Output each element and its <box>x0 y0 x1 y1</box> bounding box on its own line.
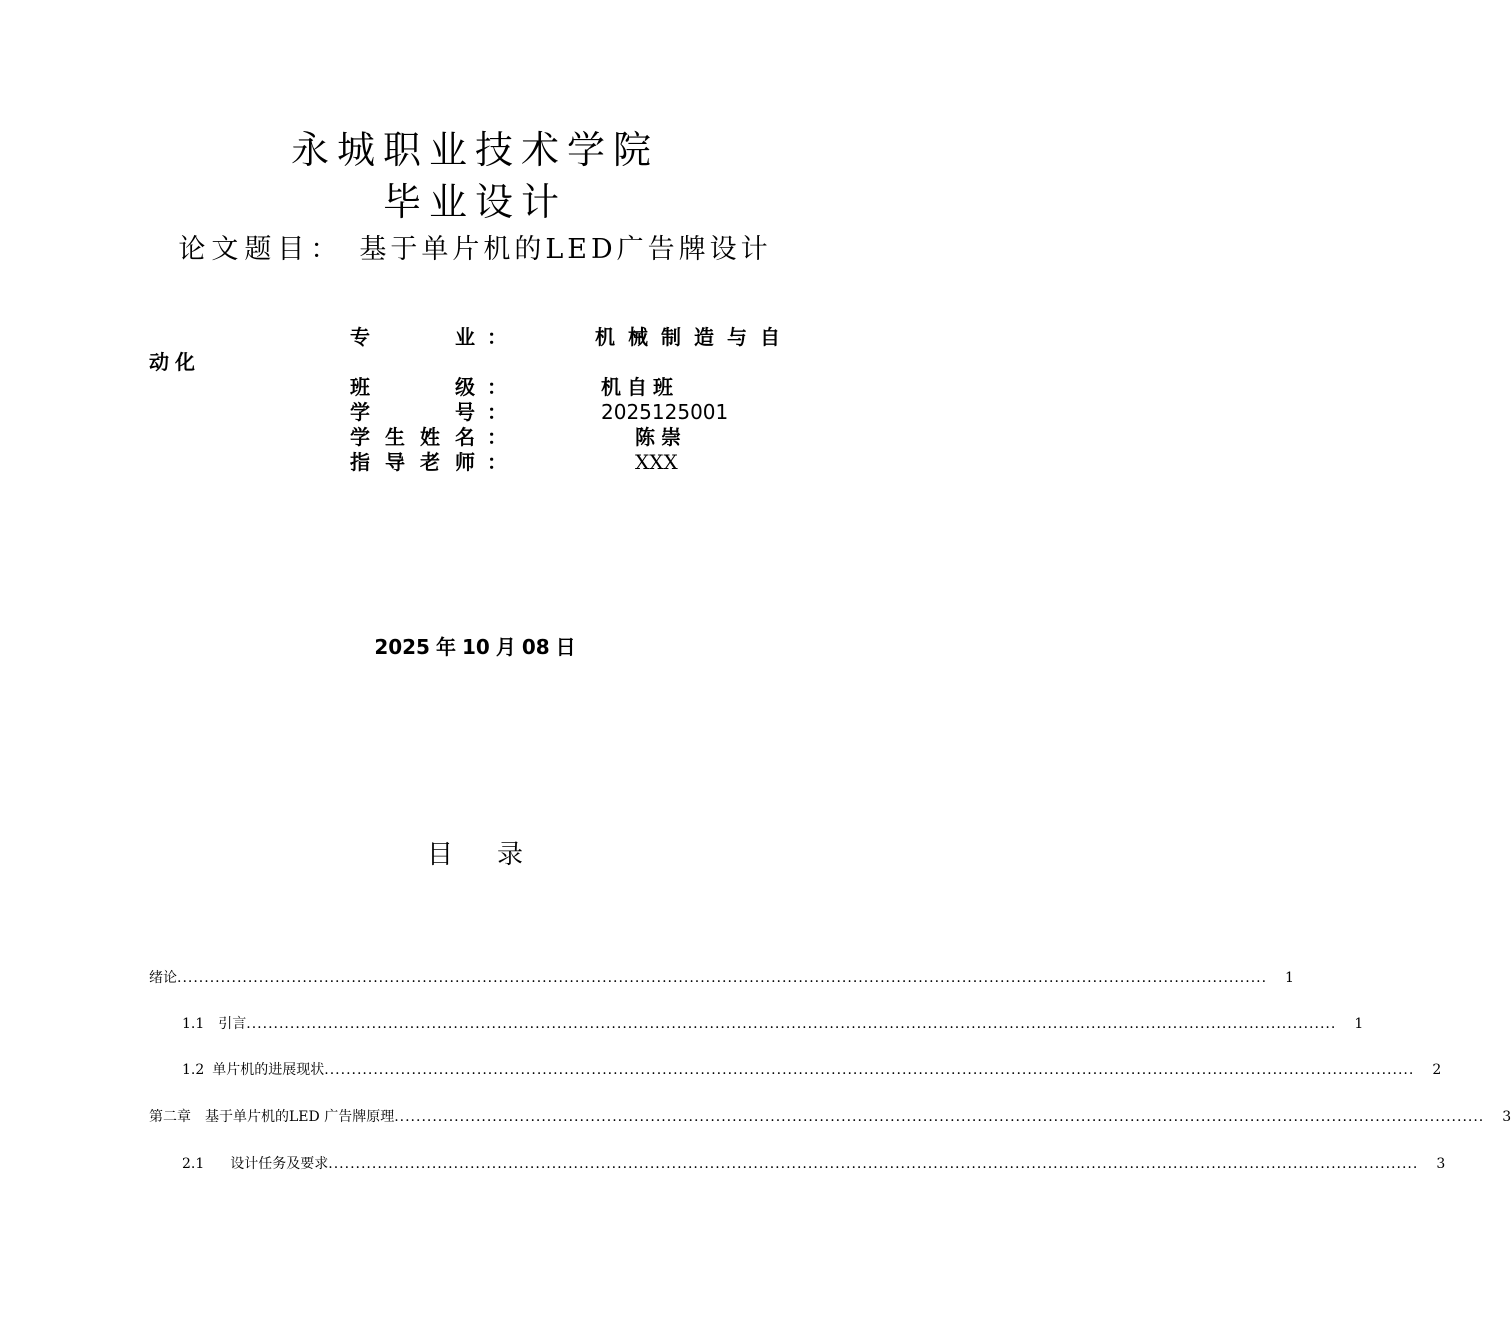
label-char: 导 <box>385 450 405 474</box>
date-year-unit: 年 <box>435 635 456 659</box>
label-colon: ： <box>487 325 507 349</box>
label-colon: ： <box>487 425 507 449</box>
submission-date <box>0 634 950 660</box>
toc-entry[interactable] <box>182 1014 1364 1034</box>
advisor-label <box>350 449 507 475</box>
major-value: 机械制造与自 <box>595 325 793 349</box>
toc-entry[interactable] <box>182 1154 1446 1174</box>
toc-leader: ........................................................................................................................................................................................................ <box>177 970 1268 986</box>
date-month: 10 <box>461 635 490 659</box>
advisor-value: XXX <box>635 450 678 474</box>
student-id-label <box>350 399 507 425</box>
toc-entry[interactable] <box>182 1060 1442 1080</box>
label-char: 师 <box>455 450 475 474</box>
label-char: 专 <box>350 325 370 349</box>
label-char: 名 <box>455 425 475 449</box>
school-name: 永城职业技术学院 <box>290 128 659 172</box>
label-colon: ： <box>487 400 507 424</box>
label-colon: ： <box>487 375 507 399</box>
toc-entry-page: 3 <box>1502 1109 1511 1125</box>
student-id-value: 2025125001 <box>601 400 729 424</box>
toc-entry-page: 2 <box>1432 1062 1442 1078</box>
toc-leader: ........................................................................................................................................................................................................ <box>324 1062 1415 1078</box>
class-value: 机自班 <box>601 375 679 399</box>
toc-entry-text: 绪论 <box>149 970 177 986</box>
student-name-value: 陈崇 <box>635 425 687 449</box>
label-char: 号 <box>455 400 475 424</box>
label-char: 指 <box>350 450 370 474</box>
toc-entry-text: 设计任务及要求 <box>230 1156 329 1172</box>
toc-entry-page: 1 <box>1285 970 1294 986</box>
toc-entry-number: 第二章 <box>149 1109 191 1125</box>
label-char: 学 <box>350 425 370 449</box>
toc-leader: ........................................................................................................................................................................................................ <box>328 1156 1419 1172</box>
toc-entry[interactable] <box>149 968 1294 988</box>
toc-entry-text: 基于单片机的LED 广告牌原理 <box>205 1109 395 1125</box>
toc-title-char: 目 <box>426 840 453 870</box>
toc-leader: ........................................................................................................................................................................................................ <box>246 1016 1337 1032</box>
date-day: 08 <box>521 635 550 659</box>
label-char: 级 <box>455 375 475 399</box>
toc-entry-page: 1 <box>1354 1016 1364 1032</box>
label-colon: ： <box>487 450 507 474</box>
label-char: 姓 <box>420 425 440 449</box>
toc-entry[interactable] <box>149 1107 1511 1127</box>
label-char: 业 <box>455 325 475 349</box>
student-name-label <box>350 424 507 450</box>
class-label <box>350 374 507 400</box>
label-char: 生 <box>385 425 405 449</box>
label-char: 学 <box>350 400 370 424</box>
toc-entry-number: 2.1 <box>182 1156 205 1172</box>
major-value-continued: 动化 <box>149 350 201 374</box>
date-month-unit: 月 <box>495 635 516 659</box>
thesis-title-label: 论文题目： <box>178 234 344 265</box>
thesis-title: 基于单片机的LED广告牌设计 <box>359 234 772 265</box>
label-char: 老 <box>420 450 440 474</box>
toc-entry-number: 1.2 <box>182 1062 205 1078</box>
toc-leader: ........................................................................................................................................................................................................ <box>394 1109 1485 1125</box>
document-type: 毕业设计 <box>382 180 567 224</box>
date-year: 2025 <box>374 635 430 659</box>
major-label <box>350 324 507 350</box>
toc-entry-number: 1.1 <box>182 1016 205 1032</box>
toc-title-char: 录 <box>497 840 524 870</box>
toc-entry-text: 引言 <box>218 1016 247 1032</box>
thesis-title-line <box>0 230 950 270</box>
toc-entry-text: 单片机的进展现状 <box>212 1062 325 1078</box>
toc-title <box>0 838 950 872</box>
toc-entry-page: 3 <box>1436 1156 1446 1172</box>
label-char: 班 <box>350 375 370 399</box>
date-day-unit: 日 <box>555 635 576 659</box>
